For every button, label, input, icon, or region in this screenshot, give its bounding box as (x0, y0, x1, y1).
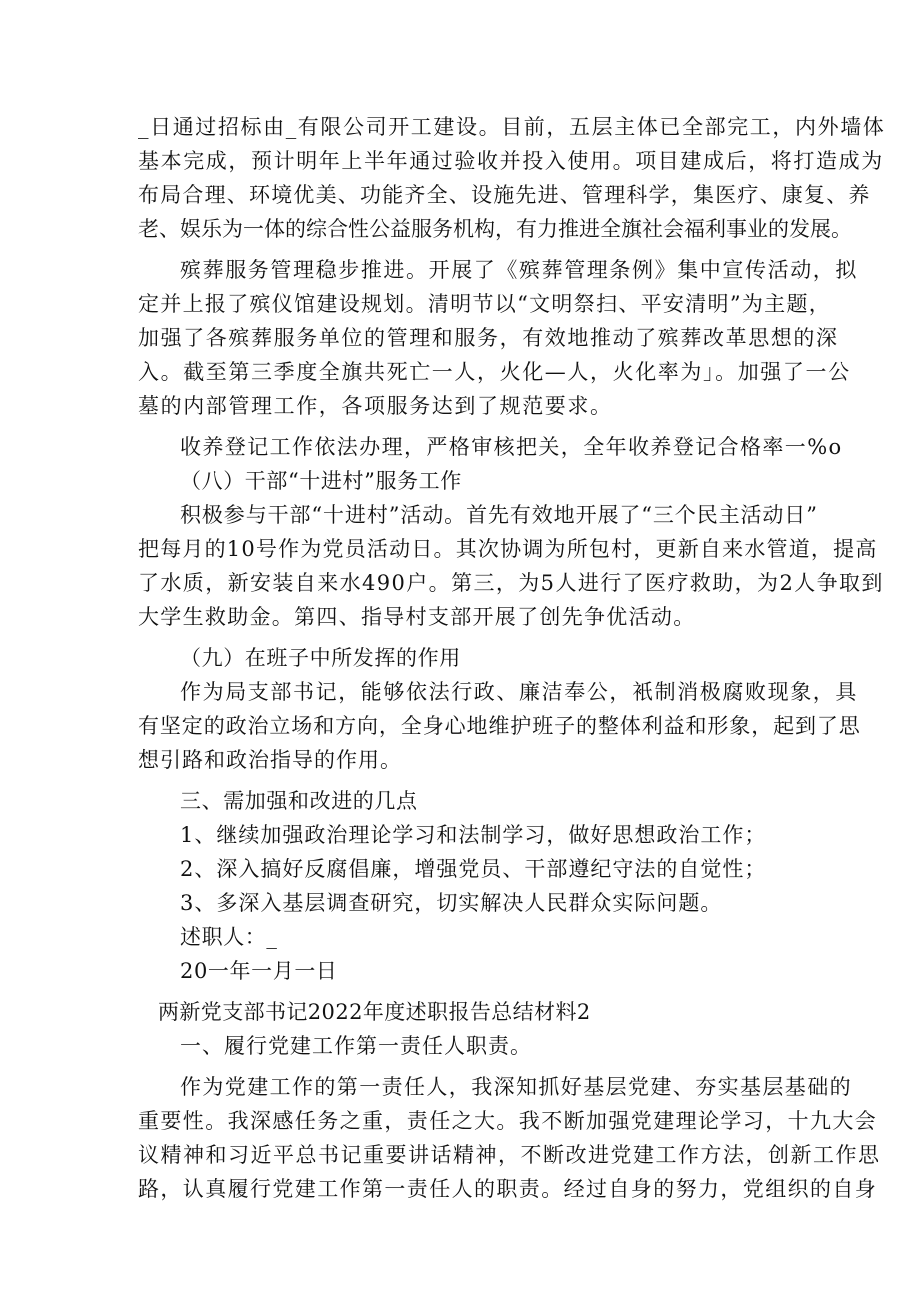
text-line: 加强了各殡葬服务单位的管理和服务，有效地推动了殡葬改革思想的深 (138, 326, 839, 350)
list-item: 2、深入搞好反腐倡廉，增强党员、干部遵纪守法的自觉性； (180, 857, 767, 881)
text-line: _日通过招标由_有限公司开工建设。目前，五层主体已全部完工，内外墙体 (138, 115, 886, 139)
document-title: 两新党支部书记2022年度述职报告总结材料2 (158, 1000, 591, 1024)
text-line: 老、娱乐为一体的综合性公益服务机构，有力推进全旗社会福利事业的发展。 (138, 217, 852, 241)
text-line: 大学生救助金。第四、指导村支部开展了创先争优活动。 (138, 605, 696, 629)
text-line: 议精神和习近平总书记重要讲话精神，不断改进党建工作方法，创新工作思 (138, 1143, 881, 1167)
section-heading: （八）干部“十进村”服务工作 (180, 469, 462, 493)
text-line: 有坚定的政治立场和方向，全身心地维护班子的整体利益和形象，起到了思 (138, 714, 861, 738)
section-heading: 三、需加强和改进的几点 (180, 789, 418, 813)
paragraph-start-line: 殡葬服务管理稳步推进。开展了《殡葬管理条例》集中宣传活动，拟 (180, 258, 858, 282)
paragraph-start-line: 积极参与干部“十进村”活动。首先有效地开展了“三个民主活动日” (180, 503, 818, 527)
paragraph-start-line: 作为局支部书记，能够依法行政、廉洁奉公，衹制消极腐败现象，具 (180, 680, 858, 704)
signature-line: 述职人：_ (180, 925, 278, 949)
text-line: 入。截至第三季度全旗共死亡一人，火化—人，火化率为」。加强了一公 (138, 360, 851, 384)
list-item: 3、多深入基层调查研究，切实解决人民群众实际问题。 (180, 891, 723, 915)
text-line: 路，认真履行党建工作第一责任人的职责。经过自身的努力，党组织的自身 (138, 1177, 878, 1201)
paragraph-start-line: 收养登记工作依法办理，严格审核把关，全年收养登记合格率一%o (180, 435, 843, 459)
text-line: 布局合理、环境优美、功能齐全、设施先进、管理科学，集医疗、康复、养 (138, 183, 871, 207)
list-item: 1、继续加强政治理论学习和法制学习，做好思想政治工作； (180, 823, 767, 847)
section-heading: （九）在班子中所发挥的作用 (180, 646, 461, 670)
text-line: 重要性。我深感任务之重，责任之大。我不断加强党建理论学习，十九大会 (138, 1109, 878, 1133)
text-line: 了水质，新安装自来水490户。第三，为5人进行了医疗救助，为2人争取到 (138, 571, 884, 595)
text-line: 定并上报了殡仪馆建设规划。清明节以“文明祭扫、平安清明”为主题， (138, 292, 832, 316)
section-heading: 一、履行党建工作第一责任人职责。 (180, 1034, 532, 1058)
text-line: 把每月的10号作为党员活动日。其次协调为所包村，更新自来水管道，提高 (138, 537, 878, 561)
date-line: 20一年一月一日 (180, 959, 338, 983)
text-line: 想引路和政治指导的作用。 (138, 748, 402, 772)
text-line: 墓的内部管理工作，各项服务达到了规范要求。 (138, 394, 613, 418)
text-line: 基本完成，预计明年上半年通过验收并投入使用。项目建成后，将打造成为 (138, 149, 884, 173)
paragraph-start-line: 作为党建工作的第一责任人，我深知抓好基层党建、夯实基层基础的 (180, 1075, 852, 1099)
